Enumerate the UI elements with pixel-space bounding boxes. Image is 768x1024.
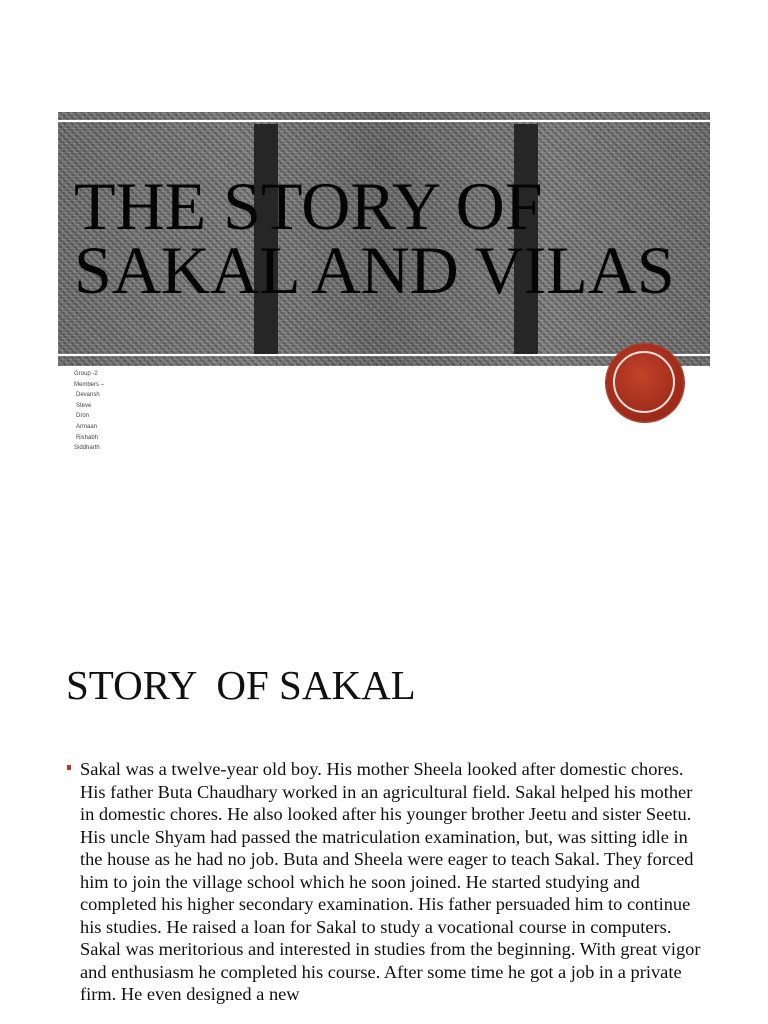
story-paragraph: Sakal was a twelve-year old boy. His mother Sheela looked after domestic chores. His father Buta Chaudhary worked in an agricultural field. Sakal helped his mother in domestic chores. He also looked after his younger brother Jeetu and sister Seetu. His uncle Shyam had passed the matriculation examination, but, was sitting idle in the house as he had no job. Buta and Sheela were eager to teach Sakal. They forced him to join the village school which he soon joined. He started studying and completed his higher secondary examination. His father persuaded him to continue his studies. He raised a loan for Sakal to study a vocational course in computers. Sakal was meritorious and interested in studies from the beginning. With great vigor and enthusiasm he completed his course. After some time he got a job in a private firm. He even designed a new <box>80 759 701 1004</box>
seal-ring <box>613 351 675 413</box>
story-heading: STORY OF SAKAL <box>66 662 416 708</box>
title-line-1: THE STORY OF <box>74 168 543 244</box>
member-name: Dron <box>76 413 90 420</box>
group-members-list <box>72 369 104 454</box>
banner-bottom-rule <box>58 354 710 356</box>
member-name: Rishabh <box>76 434 99 441</box>
title-banner <box>58 112 710 366</box>
story-bullet-list <box>66 758 706 1006</box>
member-name: Steve <box>76 402 92 409</box>
title-line-2: SAKAL AND VILAS <box>74 232 675 308</box>
member-name: Devansh <box>76 392 100 399</box>
member-name: Siddharth <box>74 445 100 452</box>
bullet-marker <box>67 765 71 770</box>
decorative-seal <box>606 344 684 422</box>
group-label: Group -2 <box>74 371 98 377</box>
presentation-title <box>74 168 675 308</box>
member-name: Armaan <box>76 423 98 430</box>
banner-top-rule <box>58 120 710 122</box>
story-bullet-item <box>66 758 706 1006</box>
members-heading: Members – <box>74 381 105 388</box>
